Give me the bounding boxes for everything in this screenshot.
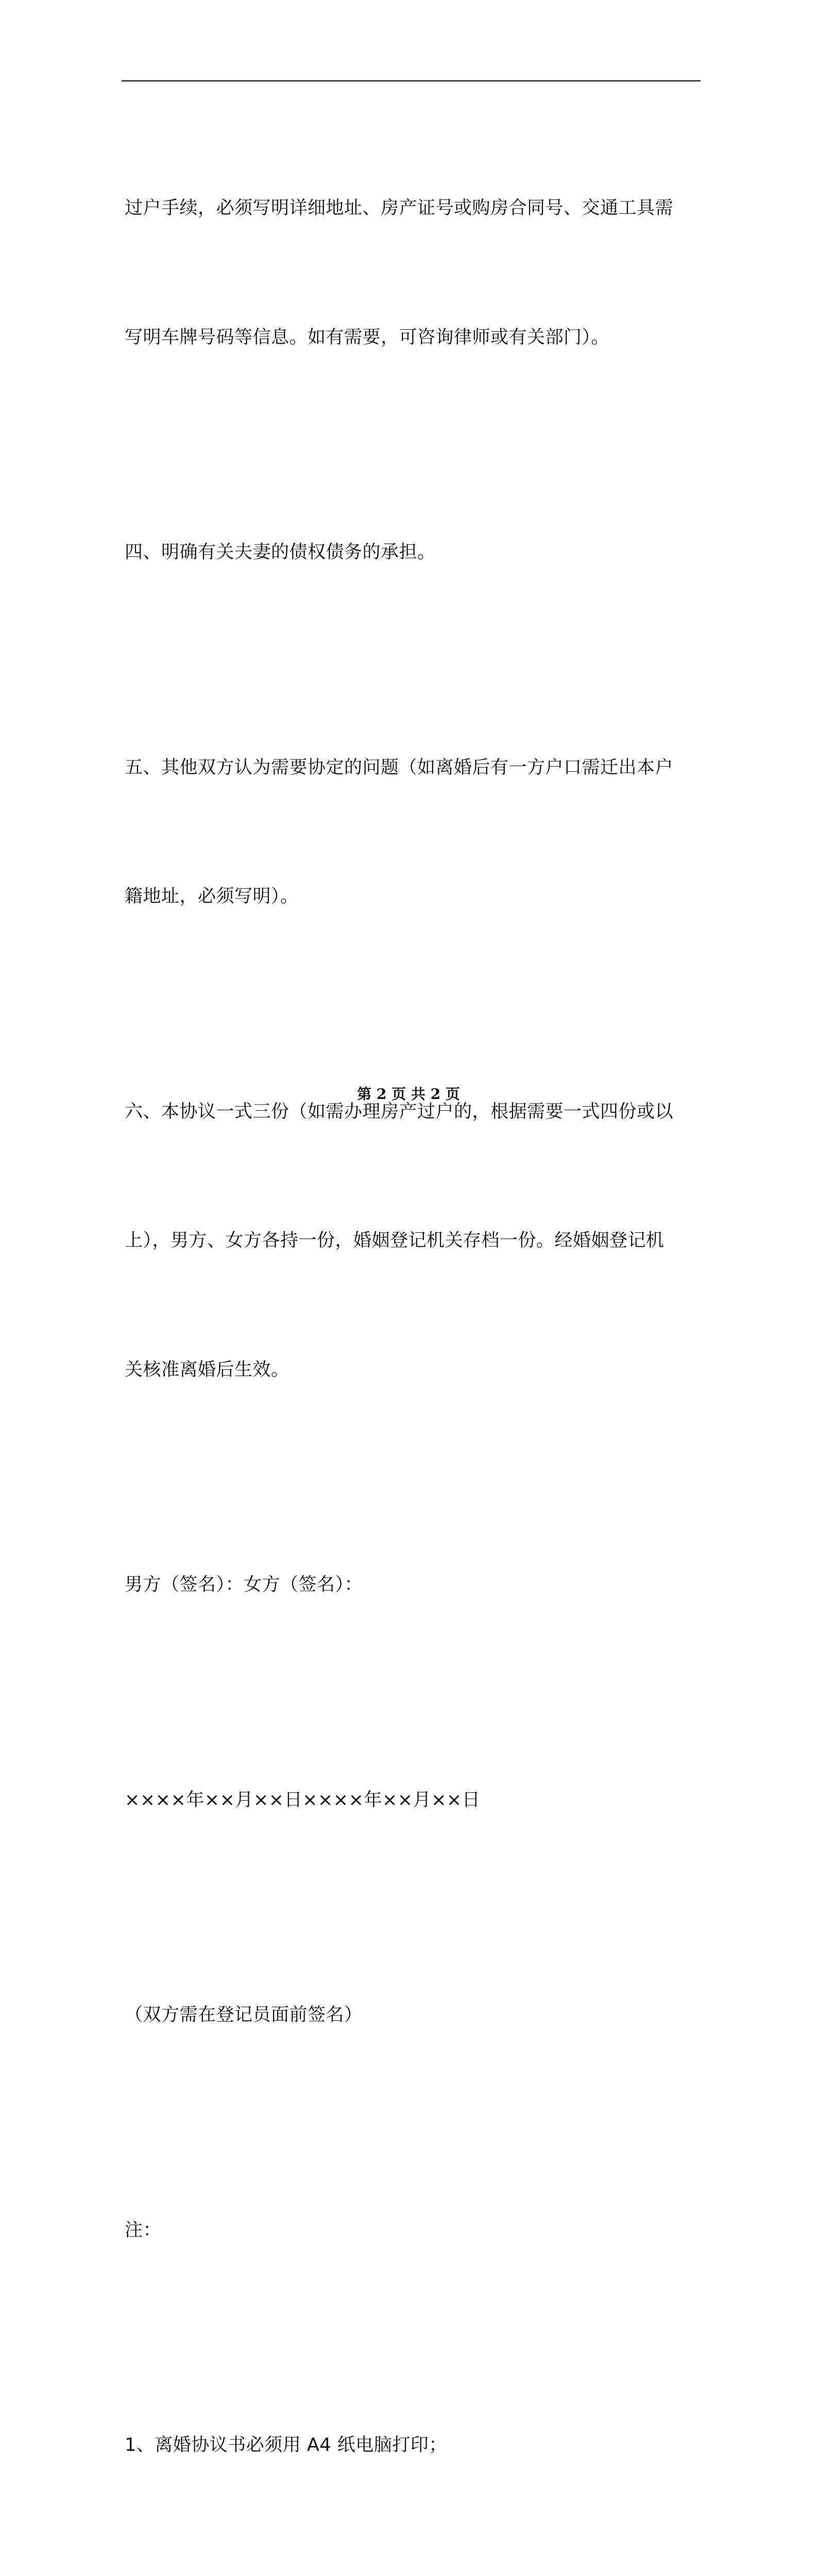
signature-note: [125, 1908, 702, 2123]
paragraph-clause-4: [125, 445, 702, 660]
text-line: 注：: [125, 2209, 702, 2252]
text-line: 上），男方、女方各持一份，婚姻登记机关存档一份。经婚姻登记机: [125, 1219, 702, 1263]
text-line: 四、明确有关夫妻的债权债务的承担。: [125, 531, 702, 574]
text-line: 关核准离婚后生效。: [125, 1349, 702, 1392]
text-line: 六、本协议一式三份（如需办理房产过户的，根据需要一式四份或以: [125, 1091, 702, 1134]
text-line: 男方（签名）：女方（签名）：: [125, 1564, 702, 1607]
document-body: [125, 101, 702, 2576]
note-item-2: [125, 2553, 702, 2576]
signature-line: [125, 1478, 702, 1693]
text-line: 五、其他双方认为需要协定的问题（如离婚后有一方户口需迁出本户: [125, 747, 702, 790]
notes-heading: [125, 2123, 702, 2338]
text-line: （双方需在登记员面前签名）: [125, 1994, 702, 2037]
date-line: [125, 1693, 702, 1908]
paragraph-clause-5: [125, 660, 702, 1005]
header-rule: [122, 80, 701, 81]
paragraph-clause-6: [125, 1005, 702, 1478]
text-line: 写明车牌号码等信息。如有需要，可咨询律师或有关部门）。: [125, 316, 702, 360]
text-line: 过户手续，必须写明详细地址、房产证号或购房合同号、交通工具需: [125, 187, 702, 230]
page-number: 第 2 页 共 2 页: [0, 1083, 817, 1104]
note-item-1: [125, 2338, 702, 2553]
paragraph-transfer-details: [125, 101, 702, 445]
text-line: 籍地址，必须写明）。: [125, 875, 702, 919]
text-line: ××××年××月××日××××年××月××日: [125, 1779, 702, 1822]
text-line: 1、离婚协议书必须用 A4 纸电脑打印；: [125, 2424, 702, 2467]
